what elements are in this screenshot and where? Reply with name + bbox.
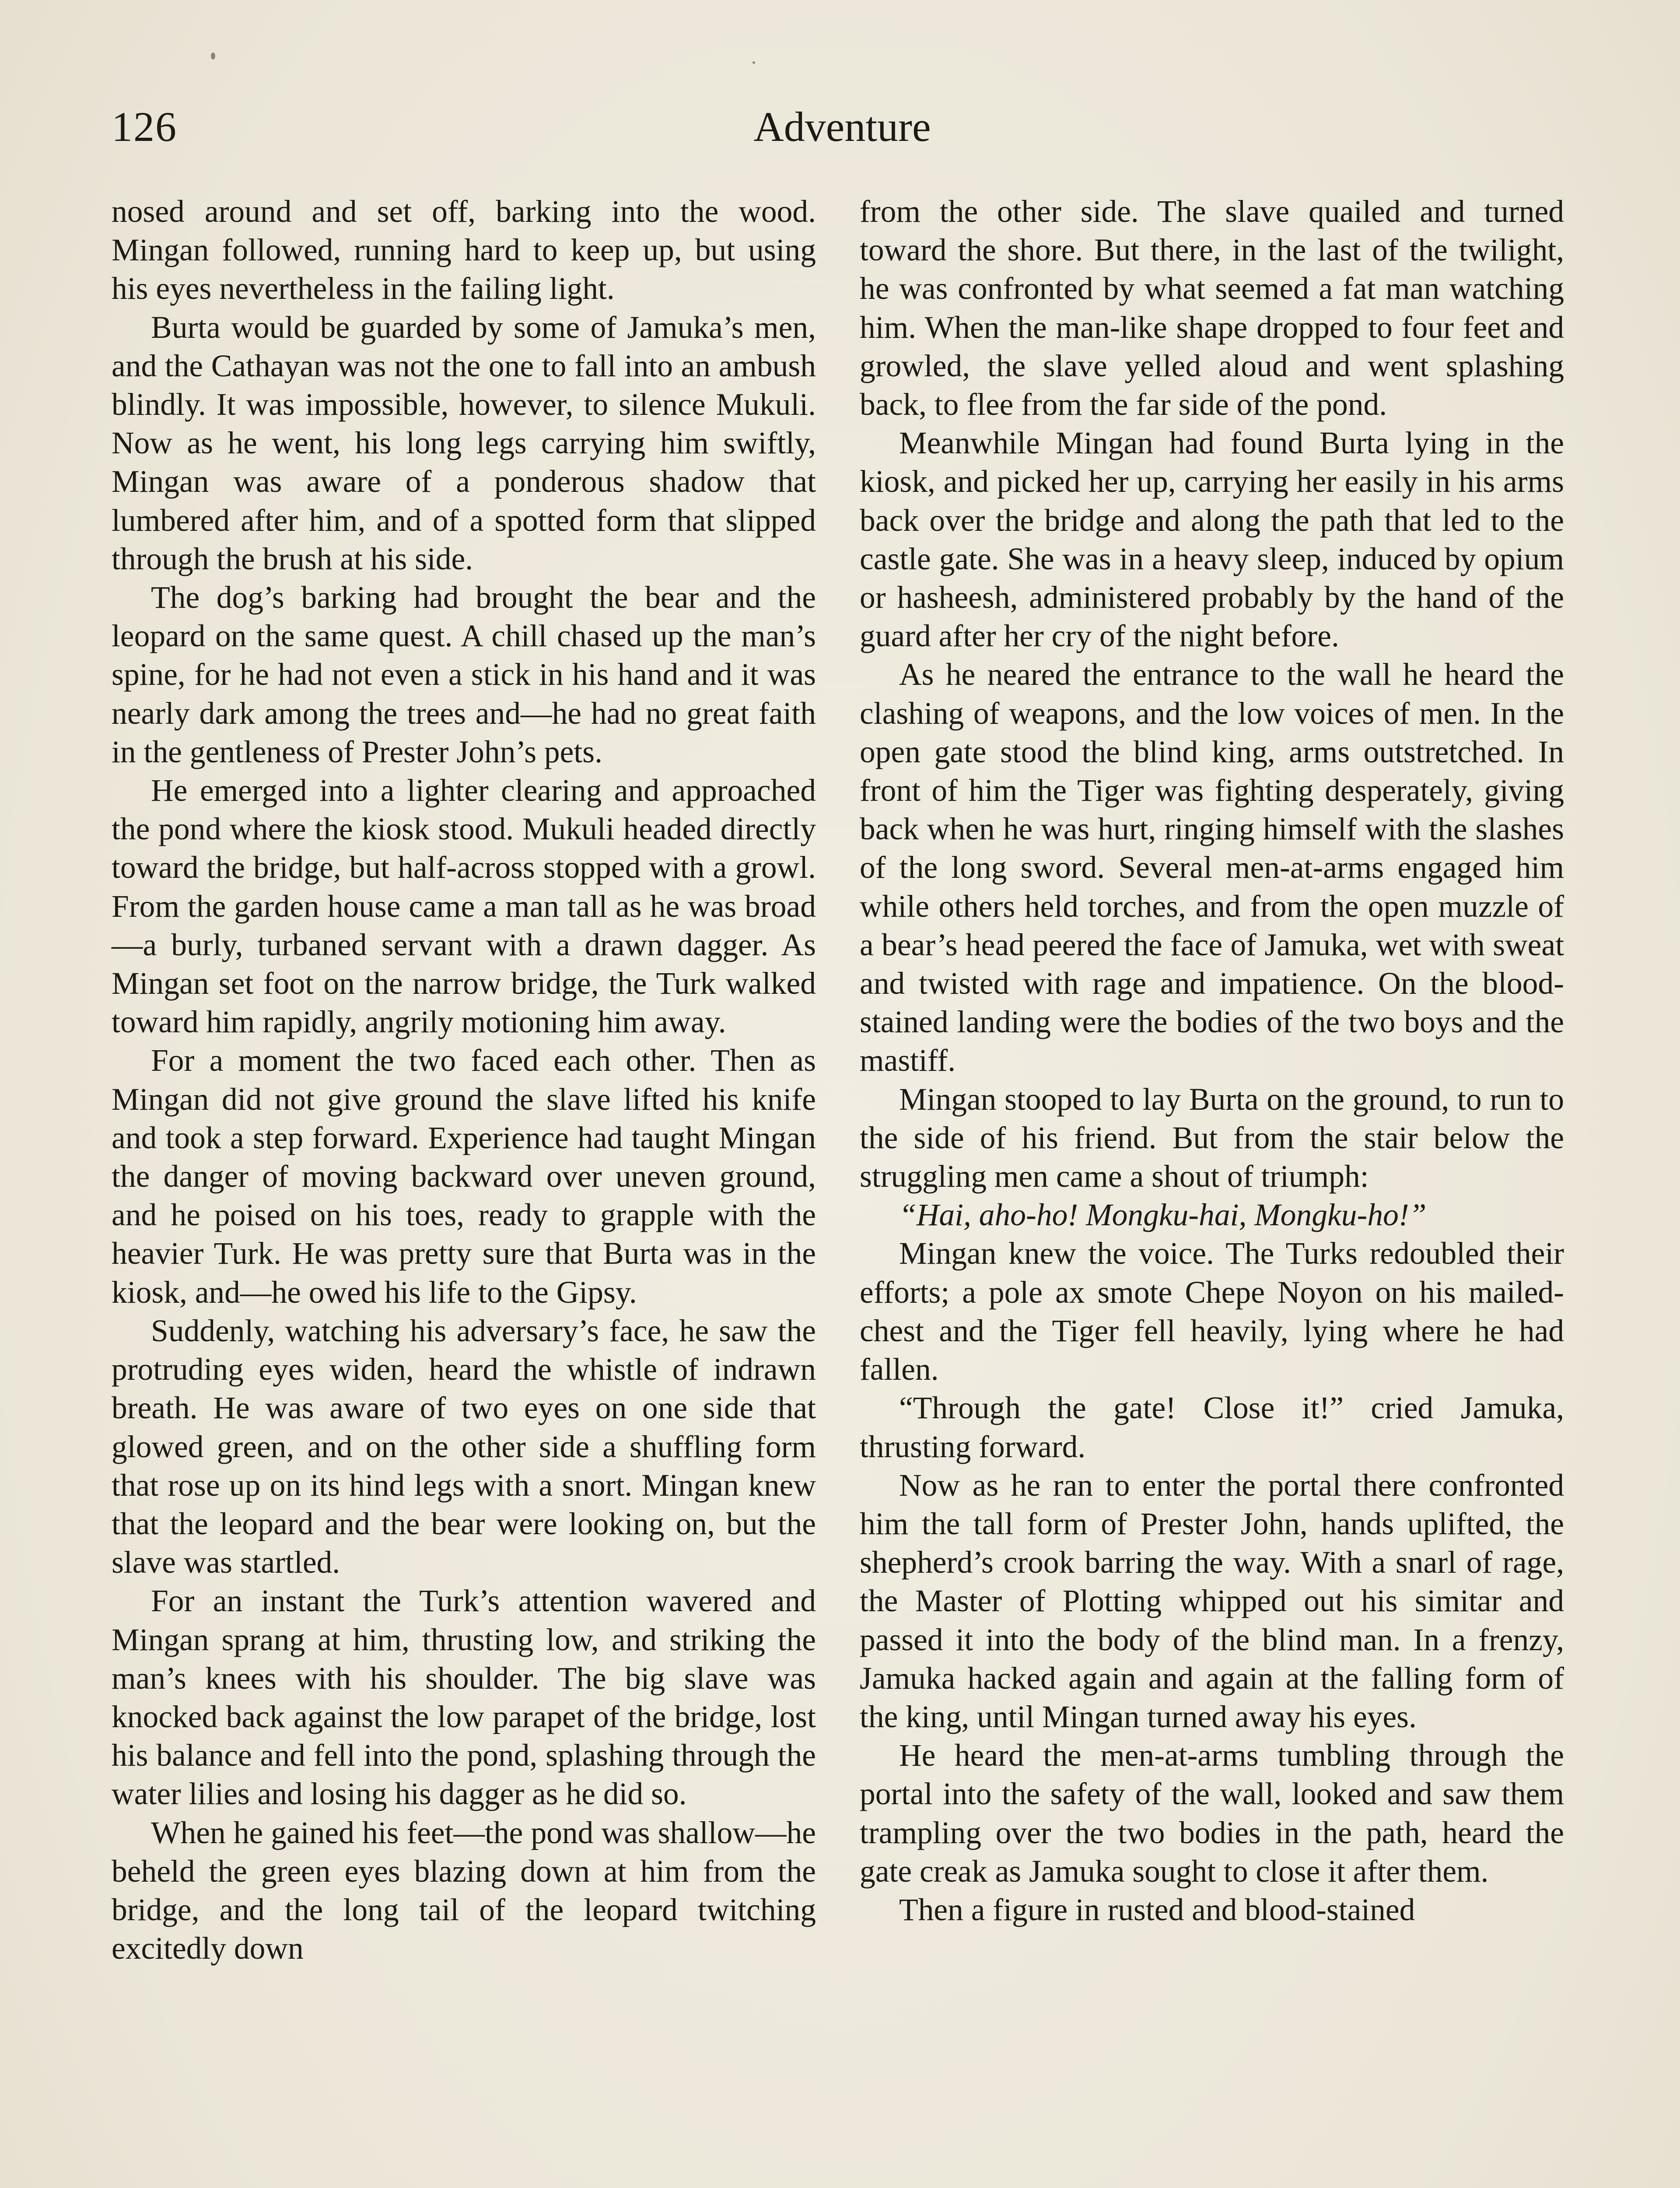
paragraph: “Through the gate! Close it!” cried Jamuka, thrusting forward. — [860, 1391, 1564, 1464]
paragraph: nosed around and set off, barking into the wood. Mingan followed, running hard to keep up, but using his eyes nevertheless in the failing light. — [112, 194, 816, 306]
paragraph: Mingan stooped to lay Burta on the ground, to run to the side of his friend. But from the stair below the struggling men came a shout of triumph: — [860, 1082, 1564, 1194]
paragraph: He emerged into a lighter clearing and approached the pond where the kiosk stood. Mukuli headed directly toward the bridge, but half-across stopped with a growl. From the garden house came a man tall as he was broad—a burly, turbaned servant with a drawn dagger. As Mingan set foot on the narrow bridge, the Turk walked toward him rapidly, angrily motioning him away. — [112, 773, 816, 1040]
paragraph: For a moment the two faced each other. Then as Mingan did not give ground the slave lifted his knife and took a step forward. Experience had taught Mingan the danger of moving backward over uneven ground, and he poised on his toes, ready to grapple with the heavier Turk. He was pretty sure that Burta was in the kiosk, and—he owed his life to the Gipsy. — [112, 1043, 816, 1310]
right-column — [860, 193, 1564, 1929]
paragraph: Meanwhile Mingan had found Burta lying in the kiosk, and picked her up, carrying her easily in his arms back over the bridge and along the path that led to the castle gate. She was in a heavy sleep, induced by opium or hasheesh, administered probably by the hand of the guard after her cry of the night before. — [860, 426, 1564, 654]
paragraph: Mingan knew the voice. The Turks redoubled their efforts; a pole ax smote Chepe Noyon on his mailed-chest and the Tiger fell heavily, lying where he had fallen. — [860, 1236, 1564, 1387]
paragraph: Suddenly, watching his adversary’s face, he saw the protruding eyes widen, heard the whistle of indrawn breath. He was aware of two eyes on one side that glowed green, and on the other side a shuffling form that rose up on its hind legs with a snort. Mingan knew that the leopard and the bear were looking on, but the slave was startled. — [112, 1313, 816, 1580]
paragraph: When he gained his feet—the pond was shallow—he beheld the green eyes blazing down at him from the bridge, and the long tail of the leopard twitching excitedly down — [112, 1815, 816, 1966]
paragraph: He heard the men-at-arms tumbling through the portal into the safety of the wall, looked and saw them trampling over the two bodies in the path, heard the gate creak as Jamuka sought to close it after them. — [860, 1738, 1564, 1889]
paragraph: Then a figure in rusted and blood-stained — [899, 1892, 1415, 1927]
page-header — [112, 96, 1573, 158]
paragraph: from the other side. The slave quailed and turned toward the shore. But there, in the last of the twilight, he was confronted by what seemed a fat man watching him. When the man-like shape dropped to four feet and growled, the slave yelled aloud and went splashing back, to flee from the far side of the pond. — [860, 194, 1564, 422]
paragraph: Now as he ran to enter the portal there confronted him the tall form of Prester John, hands uplifted, the shepherd’s crook barring the way. With a snarl of rage, the Master of Plotting whipped out his simitar and passed it into the body of the blind man. In a frenzy, Jamuka hacked again and again at the falling form of the king, until Mingan turned away his eyes. — [860, 1468, 1564, 1734]
paragraph: The dog’s barking had brought the bear and the leopard on the same quest. A chill chased up the man’s spine, for he had not even a stick in his hand and it was nearly dark among the trees and—he had no great faith in the gentleness of Prester John’s pets. — [112, 580, 816, 769]
page-number: 126 — [112, 103, 177, 150]
paragraph: Burta would be guarded by some of Jamuka’s men, and the Cathayan was not the one to fall into an ambush blindly. It was impossible, however, to silence Mukuli. Now as he went, his long legs carrying him swiftly, Mingan was aware of a ponderous shadow that lumbered after him, and of a spotted form that slipped through the brush at his side. — [112, 310, 816, 576]
page-fleck — [211, 53, 215, 60]
running-head: Adventure — [753, 103, 931, 150]
paragraph: For an instant the Turk’s attention wavered and Mingan sprang at him, thrusting low, and striking the man’s knees with his shoulder. The big slave was knocked back against the low parapet of the bridge, lost his balance and fell into the pond, splashing through the water lilies and losing his dagger as he did so. — [112, 1584, 816, 1812]
page-fleck — [752, 61, 755, 64]
paragraph: As he neared the entrance to the wall he heard the clashing of weapons, and the low voices of men. In the open gate stood the blind king, arms outstretched. In front of him the Tiger was fighting desperately, giving back when he was hurt, ringing himself with the slashes of the long sword. Several men-at-arms engaged him while others held torches, and from the open muzzle of a bear’s head peered the face of Jamuka, wet with sweat and twisted with rage and impatience. On the blood-stained landing were the bodies of the two boys and the mastiff. — [860, 657, 1564, 1078]
left-column — [112, 193, 816, 1968]
war-cry-line: “Hai, aho-ho! Mongku-hai, Mongku-ho!” — [899, 1198, 1427, 1233]
